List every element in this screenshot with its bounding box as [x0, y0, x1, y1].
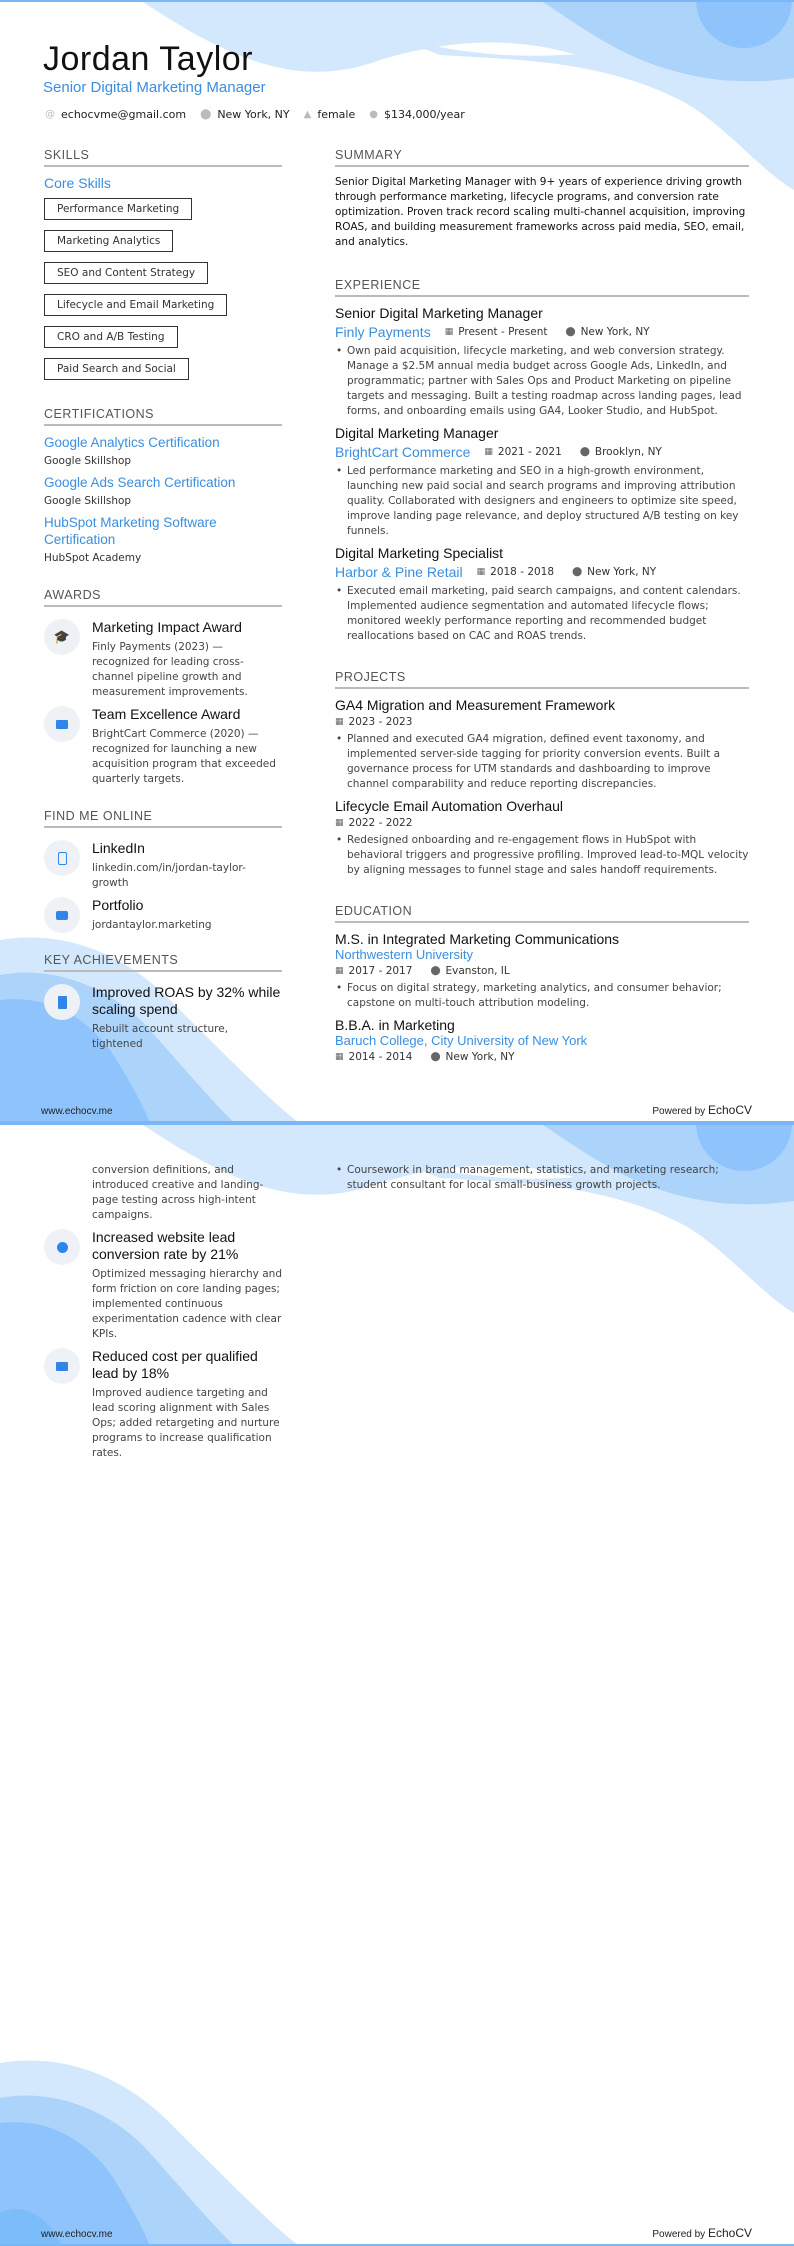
right-column: [335, 148, 749, 1063]
project-bullet: • Redesigned onboarding and re-engagement flows in HubSpot with behavioral triggers and progressive profiling. Improved lead-to-MQL velocity by aligning messages to funnel stage and sales handoff requirements.: [335, 833, 749, 878]
section-title: AWARDS: [44, 588, 282, 607]
section-title: SUMMARY: [335, 148, 749, 167]
job-location: Brooklyn, NY: [594, 446, 662, 458]
candidate-name: Jordan Taylor: [43, 40, 253, 78]
cert-org: Google Skillshop: [44, 455, 132, 467]
tag-icon: [44, 897, 80, 933]
resume-page-2: [0, 1123, 794, 2246]
left-column-continued: [44, 1163, 282, 1467]
job-bullet: • Executed email marketing, paid search campaigns, and content calendars. Implemented audience segmentation and automated lifecycle flows; monitored weekly performance reporting and recommended budget reallocations based on CAC and ROAS trends.: [335, 584, 749, 644]
experience-item: [335, 305, 749, 419]
skills-section: [44, 148, 282, 389]
calendar-icon: ▦: [484, 447, 493, 457]
location-pin-icon: ⬤: [430, 966, 441, 976]
degree: M.S. in Integrated Marketing Communications: [335, 931, 620, 947]
salary-coin-icon: ●: [369, 109, 378, 120]
achievement-item: [44, 984, 282, 1052]
job-role: Digital Marketing Specialist: [335, 545, 504, 561]
skill-tag: CRO and A/B Testing: [44, 326, 178, 348]
section-title: EDUCATION: [335, 904, 749, 923]
company-name: Finly Payments: [335, 324, 431, 340]
cert-name: Google Analytics Certification: [44, 435, 220, 450]
cert-org: Google Skillshop: [44, 495, 132, 507]
award-item: [44, 706, 282, 787]
summary-section: [335, 148, 749, 250]
education-item: [335, 931, 749, 1011]
company-name: Harbor & Pine Retail: [335, 564, 463, 580]
experience-item: [335, 545, 749, 644]
achievement-desc: conversion definitions, and introduced creative and landing-page testing across high-intent campaigns.: [92, 1164, 264, 1221]
project-dates: 2023 - 2023: [348, 716, 413, 728]
achievement-desc: Rebuilt account structure, tightened: [92, 1023, 229, 1050]
candidate-title: Senior Digital Marketing Manager: [43, 79, 266, 96]
achievement-desc: Optimized messaging hierarchy and form friction on core landing pages; implemented continuous experimentation cadence with clear KPIs.: [92, 1268, 282, 1340]
award-item: [44, 619, 282, 700]
cert-name: Google Ads Search Certification: [44, 475, 236, 490]
footer-powered-by[interactable]: Powered by EchoCV: [652, 1103, 752, 1117]
calendar-icon: ▦: [335, 717, 344, 727]
person-icon: ▲: [303, 109, 312, 120]
award-title: Marketing Impact Award: [92, 619, 242, 635]
calendar-icon: ▦: [476, 567, 486, 577]
job-meta: [335, 324, 749, 340]
footer-site-link[interactable]: www.echocv.me: [41, 1106, 113, 1117]
location-pin-icon: ⬤: [200, 109, 212, 120]
project-name: Lifecycle Email Automation Overhaul: [335, 798, 563, 814]
footer-powered-by[interactable]: Powered by EchoCV: [652, 2226, 752, 2240]
job-meta: [335, 564, 749, 580]
section-title: EXPERIENCE: [335, 278, 749, 297]
edu-location: New York, NY: [445, 1051, 515, 1063]
achievement-title: Reduced cost per qualified lead by 18%: [92, 1348, 258, 1381]
contact-email[interactable]: @ echocvme@gmail.com: [45, 108, 187, 121]
project-name: GA4 Migration and Measurement Framework: [335, 697, 616, 713]
achievements-section: [44, 953, 282, 1052]
job-location: New York, NY: [580, 326, 650, 338]
skill-tag: Paid Search and Social: [44, 358, 189, 380]
achievement-title: Improved ROAS by 32% while scaling spend: [92, 984, 281, 1017]
award-title: Team Excellence Award: [92, 706, 241, 722]
experience-section: [335, 278, 749, 644]
project-dates: 2022 - 2022: [348, 817, 413, 829]
location-pin-icon: ⬤: [579, 447, 590, 457]
monitor-icon: [44, 706, 80, 742]
degree: B.B.A. in Marketing: [335, 1017, 455, 1033]
edu-bullet: • Coursework in brand management, statistics, and marketing research; student consultant for local small-business growth projects.: [335, 1163, 749, 1193]
summary-text: Senior Digital Marketing Manager with 9+ years of experience driving growth through performance marketing, lifecycle programs, and conversion rate optimization. Proven track record scaling multi-channel acquisition, improving ROAS, and building measurement frameworks across paid media, SEO, email, and analytics.: [335, 176, 746, 248]
skill-tag: Marketing Analytics: [44, 230, 173, 252]
footer-site-link[interactable]: www.echocv.me: [41, 2229, 113, 2240]
award-desc: Finly Payments (2023) — recognized for leading cross-channel pipeline growth and measurement improvements.: [92, 641, 248, 698]
top-rule: [0, 0, 794, 2]
footer-brand: EchoCV: [707, 1103, 752, 1117]
skills-group-title: Core Skills: [44, 175, 111, 191]
location-pin-icon: ⬤: [565, 327, 576, 337]
calendar-icon: ▦: [335, 818, 344, 828]
calendar-icon: ▦: [335, 966, 344, 976]
section-title: SKILLS: [44, 148, 282, 167]
skill-list: [44, 197, 282, 389]
contact-bar: [45, 108, 465, 121]
edu-dates: 2014 - 2014: [348, 1051, 413, 1063]
top-rule: [0, 1123, 794, 1125]
project-item: [335, 798, 749, 878]
job-role: Senior Digital Marketing Manager: [335, 305, 543, 321]
contact-gender: ▲ female: [303, 108, 356, 121]
job-role: Digital Marketing Manager: [335, 425, 499, 441]
cert-name: HubSpot Marketing Software Certification: [44, 515, 217, 547]
contact-salary: ● $134,000/year: [369, 108, 465, 121]
online-link-title: LinkedIn: [92, 840, 145, 856]
school-name: Baruch College, City University of New York: [335, 1033, 588, 1048]
footer-brand: EchoCV: [707, 2226, 752, 2240]
achievement-desc: Improved audience targeting and lead scoring alignment with Sales Ops; added retargeting and nurture programs to increase qualification rates.: [92, 1387, 280, 1459]
online-section: [44, 809, 282, 933]
location-pin-icon: ⬤: [572, 567, 583, 577]
skill-tag: Lifecycle and Email Marketing: [44, 294, 227, 316]
online-link-title: Portfolio: [92, 897, 144, 913]
achievement-item-continued: [44, 1163, 282, 1223]
contact-location: ⬤ New York, NY: [200, 108, 290, 121]
storefront-icon: [44, 1348, 80, 1384]
calendar-icon: ▦: [335, 1052, 344, 1062]
online-link-item[interactable]: [44, 897, 282, 933]
job-meta: [335, 444, 749, 460]
projects-section: [335, 670, 749, 878]
right-column-continued: [335, 1163, 749, 1193]
mobile-phone-icon: [44, 840, 80, 876]
edu-dates: 2017 - 2017: [348, 965, 413, 977]
award-desc: BrightCart Commerce (2020) — recognized for launching a new acquisition program that exceeded quarterly targets.: [92, 728, 276, 785]
job-dates: 2018 - 2018: [490, 566, 555, 578]
skill-tag: Performance Marketing: [44, 198, 192, 220]
job-bullet: • Led performance marketing and SEO in a high-growth environment, launching new paid social and search programs and improving attribution quality. Collaborated with designers and engineers to optimize site speed, improve landing page relevance, and deploy structured A/B testing on key funnels.: [335, 464, 749, 539]
experience-item: [335, 425, 749, 539]
section-title: CERTIFICATIONS: [44, 407, 282, 426]
achievement-item: [44, 1229, 282, 1342]
chat-bubble-icon: [44, 1229, 80, 1265]
location-pin-icon: ⬤: [430, 1052, 441, 1062]
school-name: Northwestern University: [335, 947, 473, 962]
job-dates: 2021 - 2021: [497, 446, 562, 458]
calculator-icon: [44, 984, 80, 1020]
education-item: [335, 1017, 749, 1063]
edu-bullet: • Focus on digital strategy, marketing analytics, and consumer behavior; capstone on multi-touch attribution modeling.: [335, 981, 749, 1011]
skill-tag: SEO and Content Strategy: [44, 262, 208, 284]
online-link-url[interactable]: linkedin.com/in/jordan-taylor-growth: [92, 862, 246, 889]
job-dates: Present - Present: [458, 326, 548, 338]
edu-location: Evanston, IL: [445, 965, 510, 977]
section-title: FIND ME ONLINE: [44, 809, 282, 828]
project-item: [335, 697, 749, 792]
education-section: [335, 904, 749, 1063]
at-icon: @: [45, 109, 55, 120]
job-location: New York, NY: [587, 566, 657, 578]
job-bullet: • Own paid acquisition, lifecycle marketing, and web conversion strategy. Manage a $2.5M annual media budget across Google Ads, LinkedIn, and programmatic; partner with Sales Ops and Product Marketing on pipeline targets and messaging. Built a testing roadmap across landing pages, lead forms, and onboarding emails using GA4, Looker Studio, and HubSpot.: [335, 344, 749, 419]
achievement-title: Increased website lead conversion rate by 21%: [92, 1229, 239, 1262]
project-bullet: • Planned and executed GA4 migration, defined event taxonomy, and implemented server-side tagging for priority conversion events. Built a governance process for UTM standards and dashboarding to improve channel comparability and reduce reporting discrepancies.: [335, 732, 749, 792]
left-column: [44, 148, 282, 1058]
online-link-url[interactable]: jordantaylor.marketing: [92, 919, 212, 931]
company-name: BrightCart Commerce: [335, 444, 471, 460]
online-link-item[interactable]: [44, 840, 282, 891]
achievement-item: [44, 1348, 282, 1461]
certifications-section: [44, 407, 282, 564]
awards-section: [44, 588, 282, 787]
calendar-icon: ▦: [444, 327, 454, 337]
section-title: KEY ACHIEVEMENTS: [44, 953, 282, 972]
graduation-cap-icon: 🎓: [44, 619, 80, 655]
section-title: PROJECTS: [335, 670, 749, 689]
cert-org: HubSpot Academy: [44, 552, 142, 564]
